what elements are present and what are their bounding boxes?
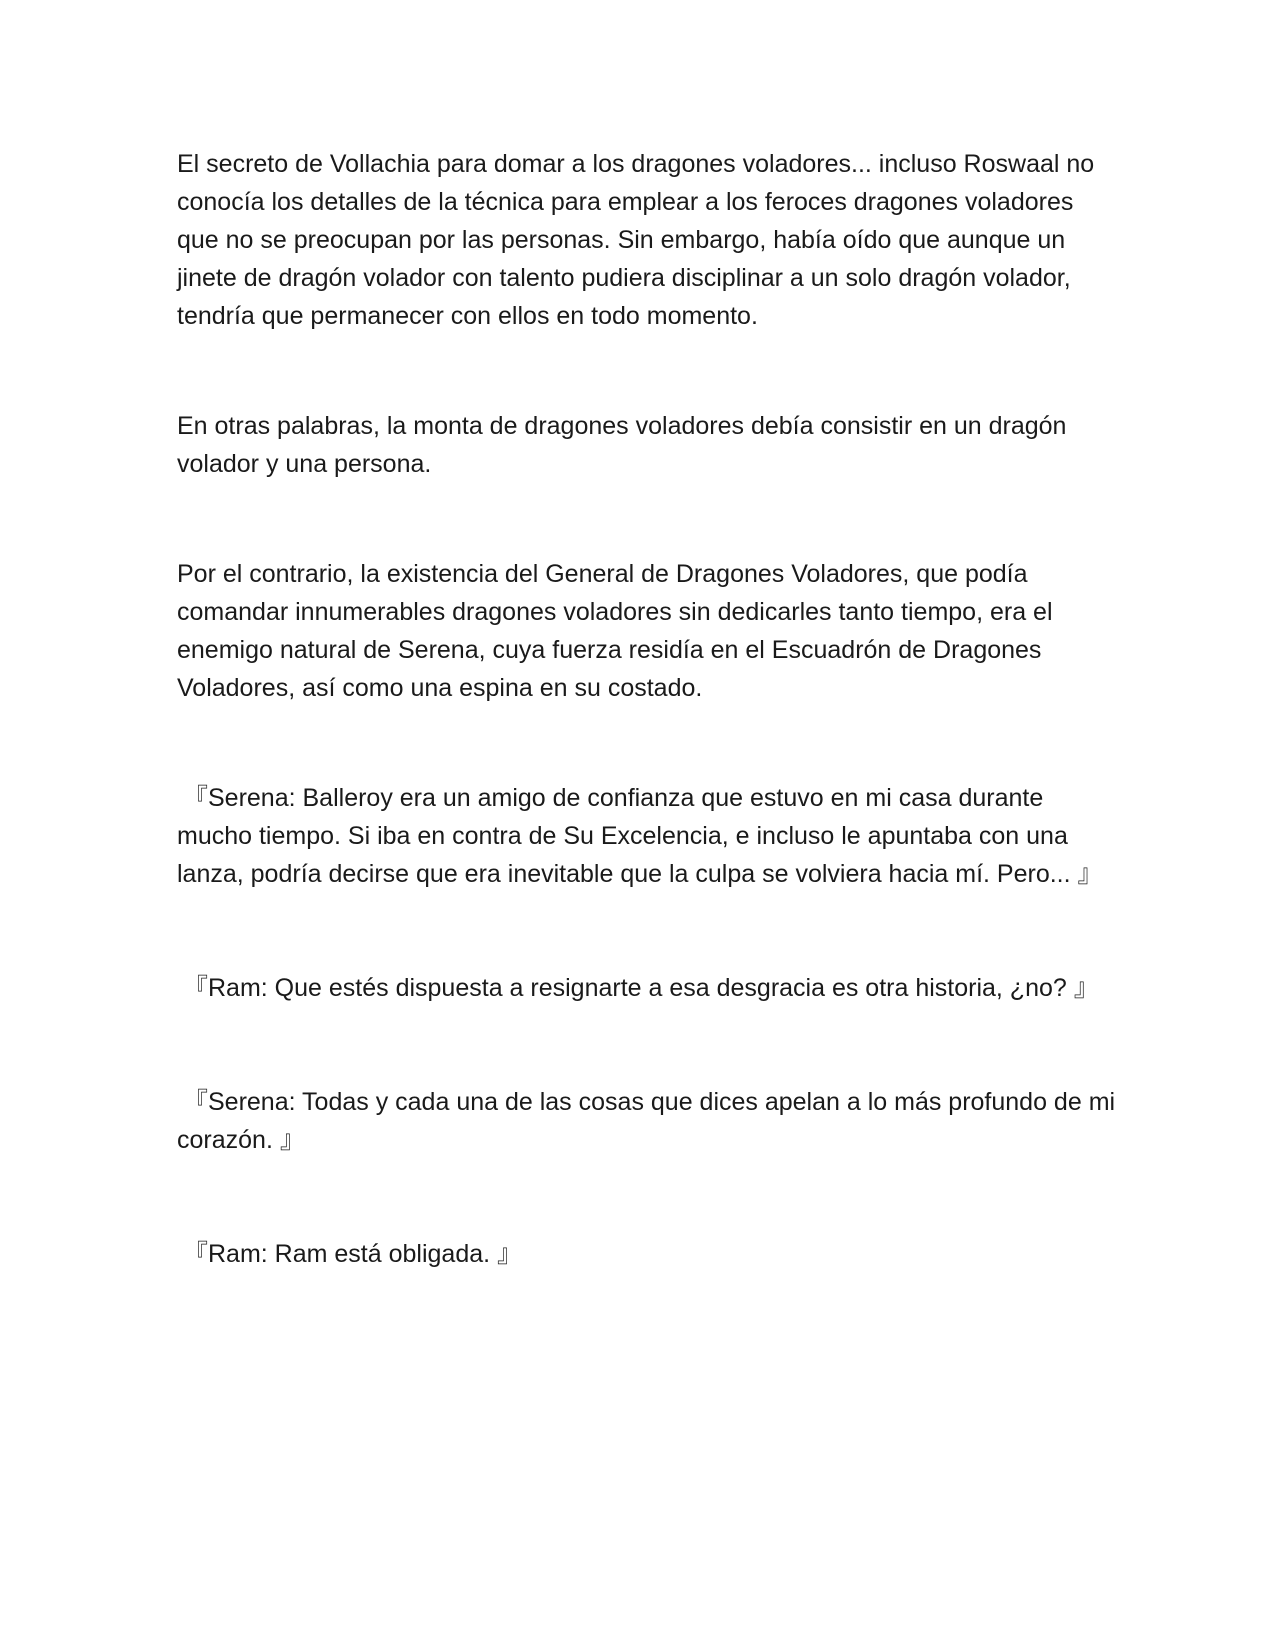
paragraph-dragon-general: Por el contrario, la existencia del General de Dragones Voladores, que podía comandar innumerables dragones voladores sin dedicarles tanto tiempo, era el enemigo natural de Serena, cuya fuerza residía en el Escuadrón de Dragones Voladores, así como una espina en su costado. [177, 560, 1053, 702]
dialogue-ram-1: 『Ram: Que estés dispuesta a resignarte a esa desgracia es otra historia, ¿no? 』 [183, 974, 1099, 1002]
document-page [177, 145, 1117, 1273]
dialogue-serena-2: 『Serena: Todas y cada una de las cosas que dices apelan a lo más profundo de mi corazón. 』 [177, 1088, 1116, 1154]
dialogue-serena-1: 『Serena: Balleroy era un amigo de confianza que estuvo en mi casa durante mucho tiempo. Si iba en contra de Su Excelencia, e incluso le apuntaba con una lanza, podría decirse que era inevitable que la culpa se volviera hacia mí. Pero... 』 [177, 784, 1103, 888]
dialogue-ram-2: 『Ram: Ram está obligada. 』 [183, 1240, 523, 1268]
paragraph-vollachia-secret: El secreto de Vollachia para domar a los dragones voladores... incluso Roswaal no conocía los detalles de la técnica para emplear a los feroces dragones voladores que no se preocupan por las personas. Sin embargo, había oído que aunque un jinete de dragón volador con talento pudiera disciplinar a un solo dragón volador, tendría que permanecer con ellos en todo momento. [177, 150, 1095, 330]
paragraph-dragon-mount: En otras palabras, la monta de dragones voladores debía consistir en un dragón volador y una persona. [177, 412, 1067, 478]
